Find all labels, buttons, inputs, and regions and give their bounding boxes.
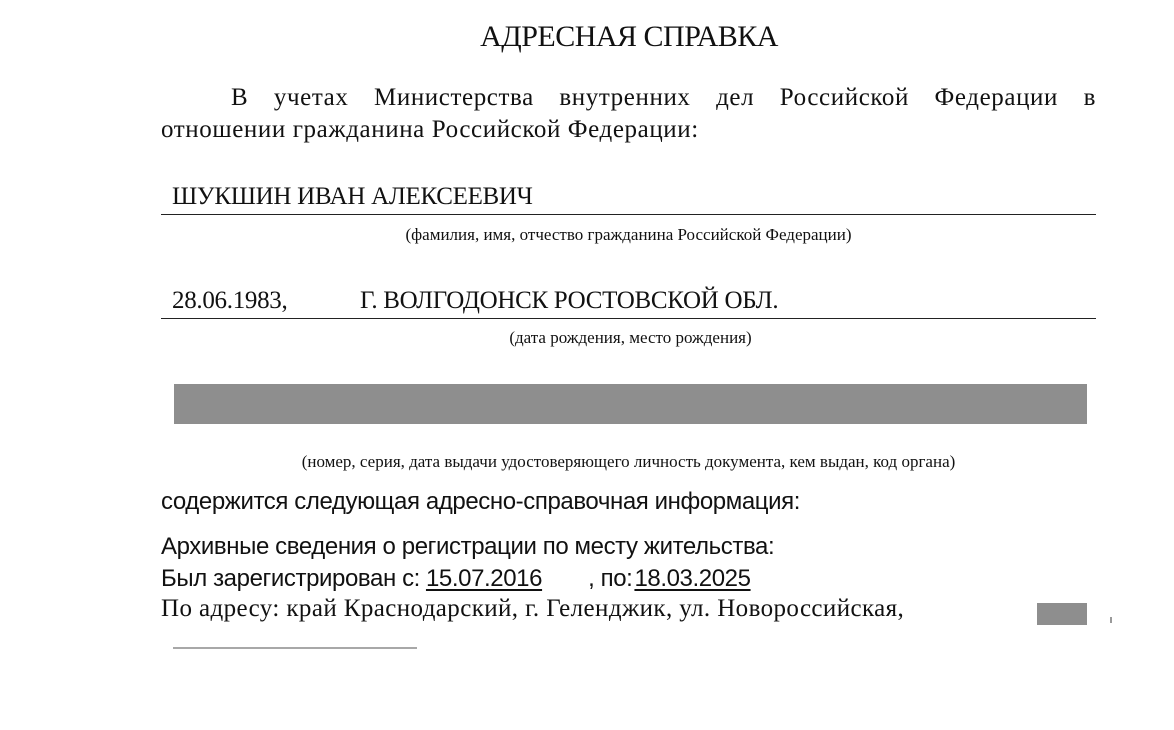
birth-caption: (дата рождения, место рождения) <box>509 328 752 347</box>
address-label: По адресу: <box>161 595 280 622</box>
address-value: край Краснодарский, г. Геленджик, ул. Новороссийская, <box>286 595 905 622</box>
address-line <box>161 595 904 623</box>
registration-period <box>161 565 751 593</box>
registered-from-label: Был зарегистрирован с: <box>161 565 420 592</box>
redacted-address-part <box>1037 603 1087 625</box>
birth-date-value: 28.06.1983, <box>172 287 288 314</box>
intro-text: В учетах Министерства внутренних дел Российской Федерации в отношении гражданина Российской Федерации: <box>161 84 1096 143</box>
full-name-caption: (фамилия, имя, отчество гражданина Российской Федерации) <box>405 225 852 244</box>
intro-paragraph <box>161 82 1096 146</box>
registered-from-value: 15.07.2016 <box>425 565 543 592</box>
redaction-mark <box>1110 617 1112 623</box>
birth-underline <box>161 318 1096 319</box>
redacted-address-line <box>173 647 417 649</box>
info-intro: содержится следующая адресно-справочная информация: <box>161 488 800 515</box>
registered-to-label: , по: <box>588 565 633 592</box>
full-name-value: ШУКШИН ИВАН АЛЕКСЕЕВИЧ <box>172 183 533 210</box>
birth-place-value: Г. ВОЛГОДОНСК РОСТОВСКОЙ ОБЛ. <box>360 287 779 314</box>
redacted-id-document <box>174 384 1087 424</box>
registered-to-value: 18.03.2025 <box>634 565 751 592</box>
archive-heading: Архивные сведения о регистрации по месту жительства: <box>161 533 775 560</box>
id-document-caption: (номер, серия, дата выдачи удостоверяющего личность документа, кем выдан, код органа) <box>301 452 956 471</box>
full-name-underline <box>161 214 1096 215</box>
document-title: АДРЕСНАЯ СПРАВКА <box>480 20 778 53</box>
